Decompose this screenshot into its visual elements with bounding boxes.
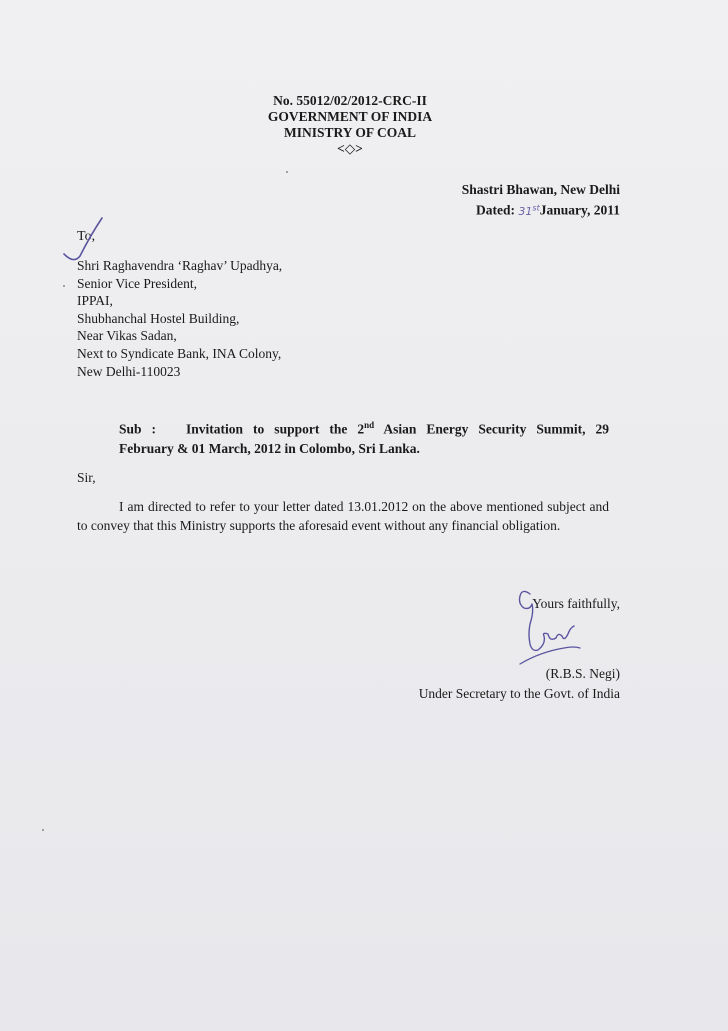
date-label: Dated: [476,202,516,218]
signatory-designation: Under Secretary to the Govt. of India [418,686,620,701]
signatory-name: (R.B.S. Negi) [545,666,620,681]
address-line: Near Vikas Sadan, [77,328,177,344]
closing: Yours faithfully, [532,596,620,611]
place: Shastri Bhawan, New Delhi [461,182,620,197]
scan-speck [63,285,65,287]
handwritten-date: 31st [518,203,540,218]
government-heading: GOVERNMENT OF INDIA [267,109,433,124]
subject-line [119,416,609,458]
address-line: Shubhanchal Hostel Building, [77,310,240,326]
letterhead [240,93,460,157]
ministry-heading: MINISTRY OF COAL [283,125,417,140]
address-line: Senior Vice President, [77,275,198,291]
address-line: Next to Syndicate Bank, INA Colony, [77,345,282,361]
heading-ornament: <◇> [337,141,363,156]
place-date-block [462,181,620,221]
scan-speck [286,171,288,173]
to-label: To, [77,229,96,244]
recipient-address [77,257,282,380]
scan-speck [42,829,44,831]
subject-ordinal: nd [364,420,375,430]
subject-prefix: Sub : [119,421,157,437]
address-line: Shri Raghavendra ‘Raghav’ Upadhya, [77,258,283,273]
address-line: New Delhi-110023 [77,363,181,379]
salutation: Sir, [77,470,96,485]
address-line: IPPAI, [77,293,113,309]
subject-text: February & 01 March, 2012 in Colombo, Sri Lanka. [119,440,420,456]
subject-text: Invitation to support the 2 [186,421,365,437]
date-month-year: January, 2011 [539,202,620,218]
subject-text: Asian Energy Security Summit, 29 [374,421,609,437]
date-line [462,199,620,221]
body-paragraph: I am directed to refer to your letter dated 13.01.2012 on the above mentioned subject and to convey that this Ministry supports the aforesaid event without any financial obligation. [77,499,609,533]
file-number: No. 55012/02/2012-CRC-II [273,93,427,108]
